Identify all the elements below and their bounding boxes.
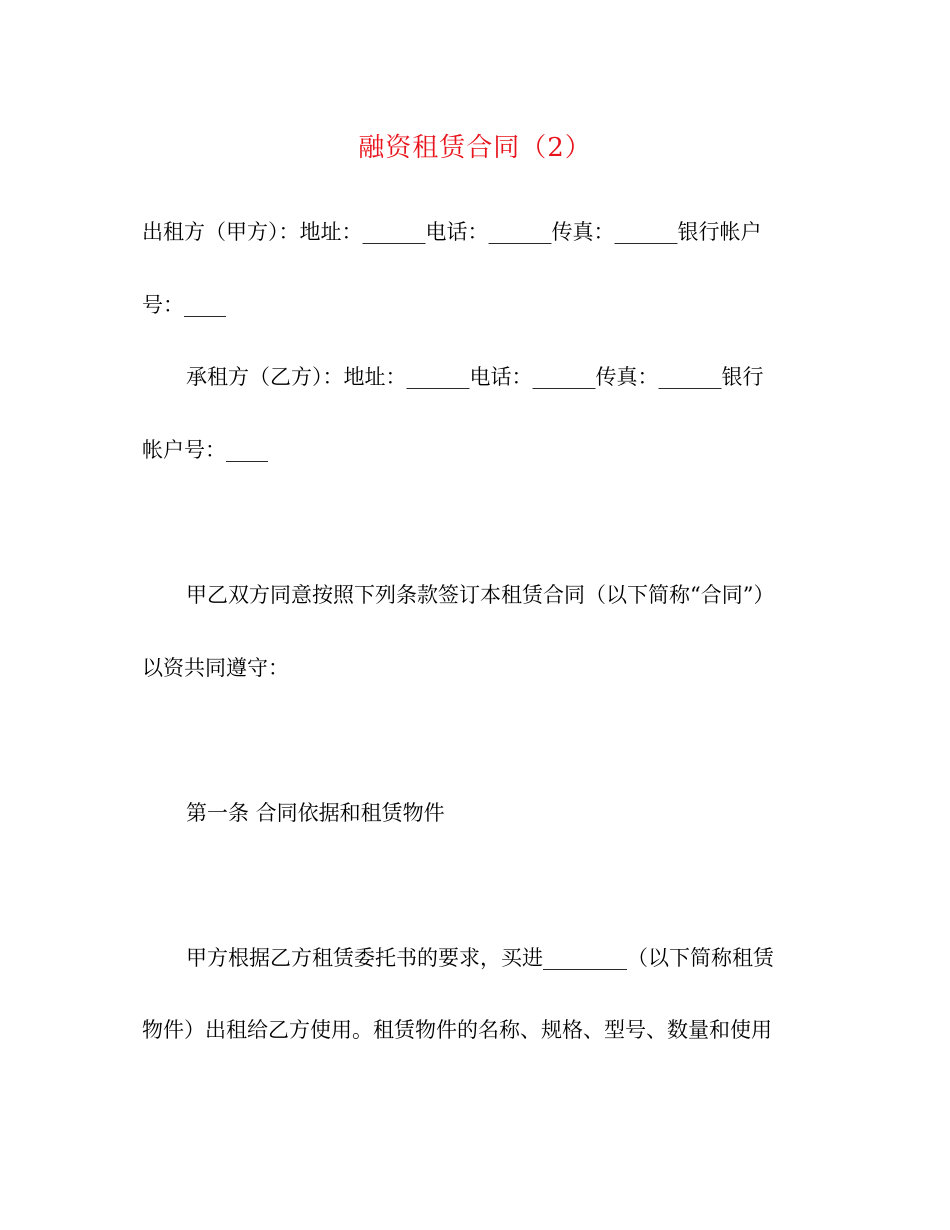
article-1-line-2: 物件）出租给乙方使用。租赁物件的名称、规格、型号、数量和使用 bbox=[142, 1018, 772, 1042]
lessee-line-1: 承租方（乙方）：地址：______电话：______传真：______银行 bbox=[186, 365, 764, 389]
lessor-line-2: 号：____ bbox=[142, 293, 226, 317]
intro-line-2: 以资共同遵守： bbox=[142, 656, 289, 680]
article-1-heading: 第一条 合同依据和租赁物件 bbox=[186, 801, 445, 825]
lessor-line-1: 出租方（甲方）：地址：______电话：______传真：______银行帐户 bbox=[142, 220, 762, 244]
intro-line-1: 甲乙双方同意按照下列条款签订本租赁合同（以下简称“合同”） bbox=[186, 583, 775, 607]
document-title: 融资租赁合同（2） bbox=[358, 133, 592, 163]
article-1-line-1: 甲方根据乙方租赁委托书的要求，买进________（以下简称租赁 bbox=[186, 946, 774, 970]
lessee-line-2: 帐户号：____ bbox=[142, 438, 268, 462]
